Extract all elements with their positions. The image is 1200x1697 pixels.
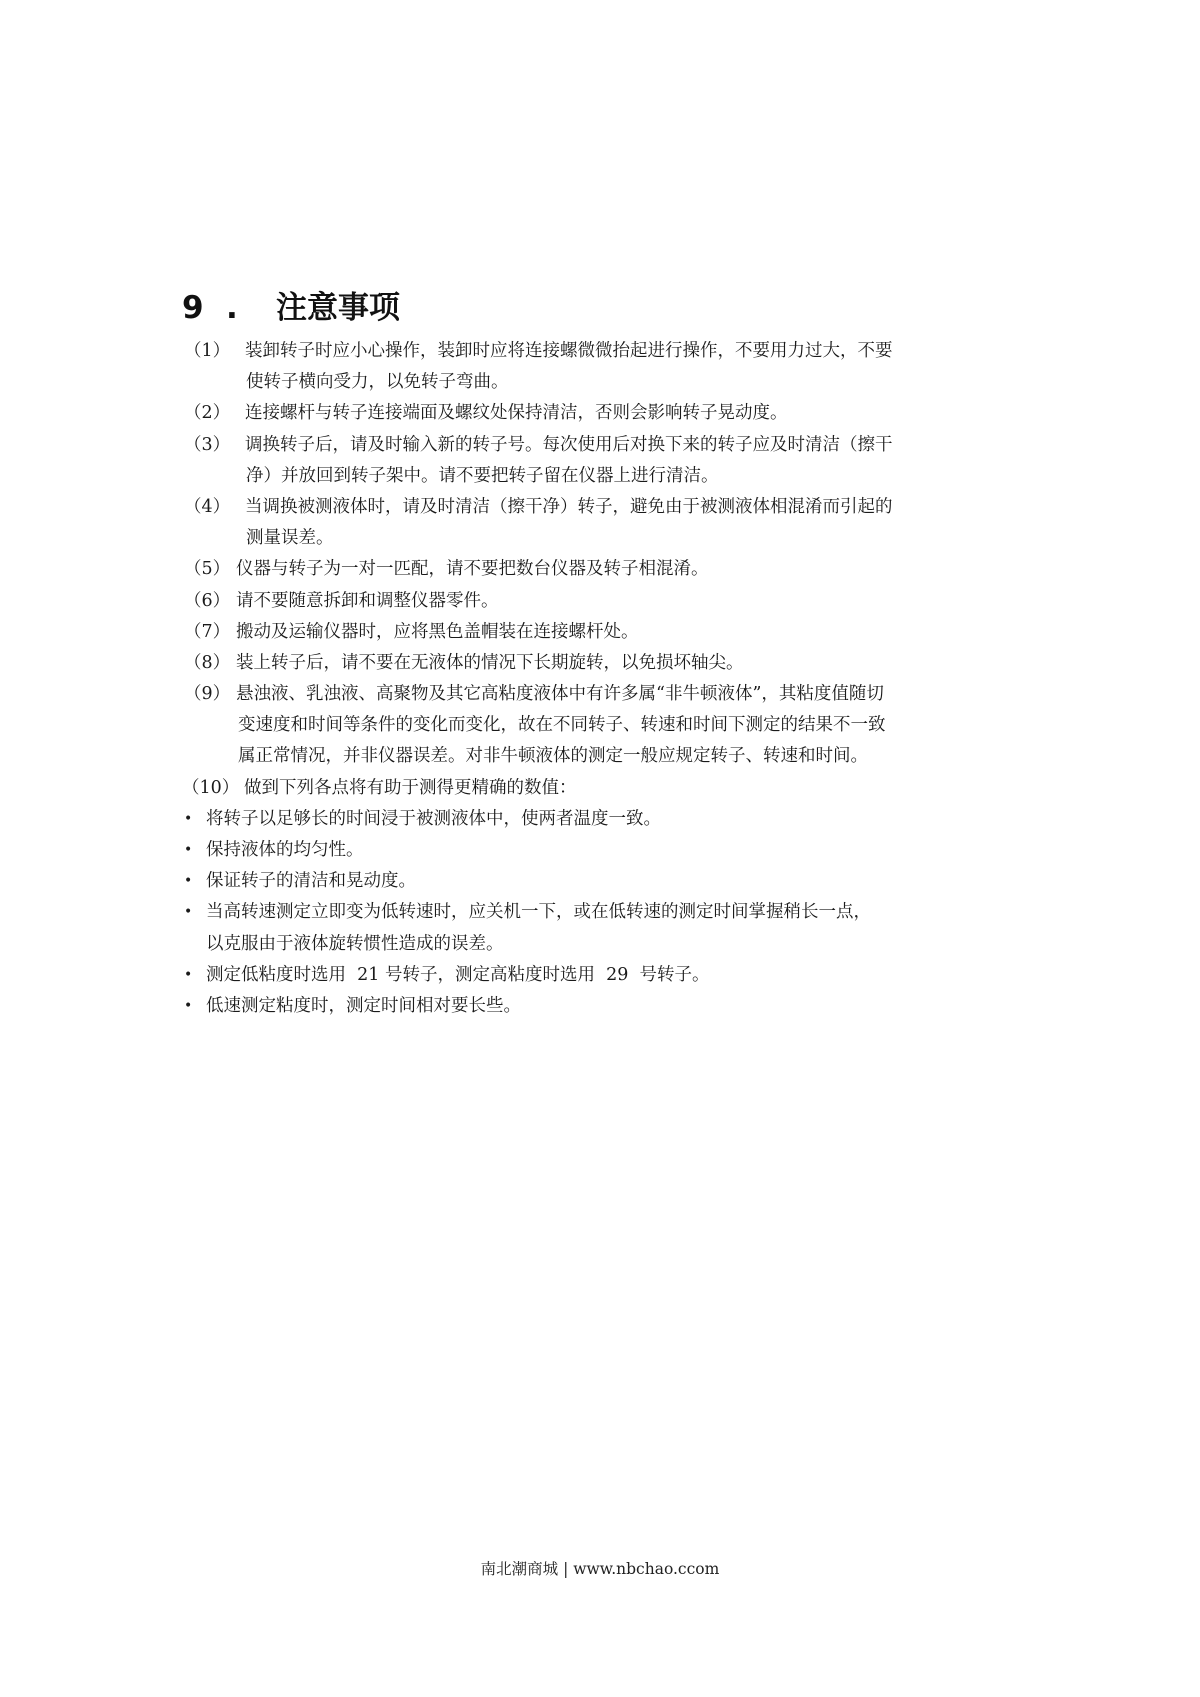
section-number-dot: . (226, 290, 238, 326)
bullet-text-continuation: 以克服由于液体旋转惯性造成的误差。 (206, 933, 504, 954)
item-text: 调换转子后，请及时输入新的转子号。每次使用后对换下来的转子应及时清洁（擦干 (245, 434, 893, 455)
bullet-item (184, 897, 1024, 928)
item-text-continuation: 属正常情况，并非仪器误差。对非牛顿液体的测定一般应规定转子、转速和时间。 (238, 746, 868, 767)
item-number: （1） (184, 341, 231, 361)
list-item (184, 679, 1024, 710)
bullet-item (184, 804, 1024, 835)
item-number: （4） (184, 496, 231, 517)
item-number: （3） (184, 434, 231, 455)
bullet-item (184, 835, 1024, 866)
item-number: （9） (184, 684, 231, 705)
item-text-continuation: 变速度和时间等条件的变化而变化，故在不同转子、转速和时间下测定的结果不一致 (238, 715, 886, 736)
bullet-icon: • (184, 842, 193, 858)
bullet-item (184, 960, 1024, 991)
item-text-continuation: 使转子横向受力，以免转子弯曲。 (246, 372, 509, 393)
bullet-text: 保持液体的均匀性。 (206, 840, 364, 860)
item-text: 搬动及运输仪器时，应将黑色盖帽装在连接螺杆处。 (236, 621, 639, 642)
item-number: （2） (184, 403, 231, 424)
item-text-continuation: 测量误差。 (246, 528, 334, 549)
bullet-text: 将转子以足够长的时间浸于被测液体中，使两者温度一致。 (206, 808, 661, 829)
list-item (182, 773, 1024, 804)
list-item (184, 617, 1024, 648)
bullet-text: 低速测定粘度时，测定时间相对要长些。 (206, 995, 521, 1016)
section-heading (182, 282, 400, 327)
list-item (184, 648, 1024, 679)
item-number: （8） (184, 652, 231, 673)
item-text: 悬浊液、乳浊液、高聚物及其它高粘度液体中有许多属“非牛顿液体”，其粘度值随切 (236, 684, 884, 705)
bullet-icon: • (184, 904, 193, 921)
section-number: 9 (182, 290, 204, 326)
item-number: （10） (182, 777, 240, 798)
item-text: 连接螺杆与转子连接端面及螺纹处保持清洁，否则会影响转子晃动度。 (245, 403, 788, 424)
list-item (184, 492, 1024, 523)
section-title: 注意事项 (276, 290, 400, 326)
item-text: 当调换被测液体时，请及时清洁（擦干净）转子，避免由于被测液体相混淆而引起的 (245, 496, 893, 517)
item-text: 仪器与转子为一对一匹配，请不要把数台仪器及转子相混淆。 (236, 559, 709, 580)
bullet-item (184, 866, 1024, 897)
list-item (184, 398, 1024, 429)
bullet-item (184, 991, 1024, 1022)
item-text: 请不要随意拆卸和调整仪器零件。 (236, 590, 499, 611)
page-footer: 南北潮商城 | www.nbchao.ccom (480, 1560, 720, 1578)
list-item (184, 430, 1024, 461)
list-item (184, 586, 1024, 617)
list-item (184, 554, 1024, 585)
bullet-icon: • (184, 966, 193, 983)
item-number: （7） (184, 621, 231, 642)
item-text: 装卸转子时应小心操作，装卸时应将连接螺微微抬起进行操作，不要用力过大，不要 (245, 341, 893, 361)
item-text: 做到下列各点将有助于测得更精确的数值： (244, 777, 577, 798)
item-number: （5） (184, 559, 231, 580)
item-text: 装上转子后，请不要在无液体的情况下长期旋转，以免损坏轴尖。 (236, 652, 744, 673)
bullet-icon: • (184, 810, 193, 827)
bullet-text: 保证转子的清洁和晃动度。 (206, 871, 416, 892)
bullet-text: 当高转速测定立即变为低转速时，应关机一下，或在低转速的测定时间掌握稍长一点， (206, 902, 871, 923)
precautions-list (184, 336, 1024, 1022)
bullet-icon: • (184, 873, 193, 890)
bullet-icon: • (184, 997, 193, 1014)
item-text-continuation: 净）并放回到转子架中。请不要把转子留在仪器上进行清洁。 (246, 465, 719, 486)
list-item (184, 336, 1024, 367)
bullet-text: 测定低粘度时选用 21 号转子，测定高粘度时选用 29 号转子。 (206, 964, 710, 985)
item-number: （6） (184, 590, 231, 611)
